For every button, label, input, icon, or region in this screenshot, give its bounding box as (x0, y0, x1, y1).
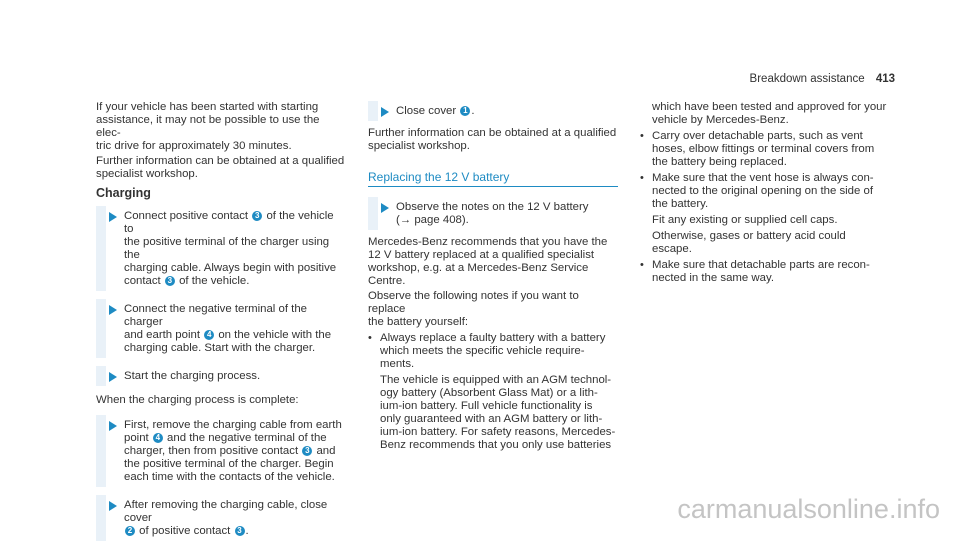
info-paragraph-2: Further information can be obtained at a qualified specialist workshop. (368, 127, 617, 152)
recommendation-paragraph: Mercedes-Benz recommends that you have the 12 V battery replaced at a qualified specialist workshop, e.g. at a Mercedes-Benz Service Centre. (368, 236, 608, 287)
callout-2: 2 (125, 526, 135, 536)
watermark: carmanualsonline.info (677, 494, 940, 524)
step-close-cover: After removing the charging cable, close cover 2 of positive contact 3 . (96, 495, 346, 541)
step-arrow-icon (381, 107, 389, 117)
column-3 (640, 101, 900, 285)
callout-3: 3 (252, 211, 262, 221)
step-remove-cable: First, remove the charging cable from earth point 4 and the negative terminal of the charger, then from positive contact 3 and the positive terminal of the charger. Begin each time with the contacts of the vehicle. (96, 415, 346, 487)
column-1 (96, 101, 346, 541)
charging-heading: Charging (96, 186, 151, 200)
step-connect-positive: Connect positive contact 3 of the vehicle to the positive terminal of the charger using the charging cable. Always begin with positive contact 3 of the vehicle. (96, 206, 346, 291)
section-title: Breakdown assistance (749, 73, 865, 85)
agm-note-continued: which have been tested and approved for your vehicle by Mercedes-Benz. (652, 101, 887, 126)
intro-paragraph: If your vehicle has been started with starting assistance, it may not be possible to use the elec- tric drive for approximately 30 minutes. (96, 101, 320, 152)
page-number: 413 (875, 73, 895, 85)
notes-intro: Observe the following notes if you want to replace the battery yourself: (368, 290, 579, 328)
step-connect-negative: Connect the negative terminal of the charger and earth point 4 on the vehicle with the charging cable. Start with the charger. (96, 299, 346, 358)
section-heading: Replacing the 12 V battery (368, 171, 618, 187)
step-close-cover-1: Close cover 1 . (368, 101, 618, 121)
callout-4: 4 (153, 433, 163, 443)
step-arrow-icon (109, 421, 117, 431)
column-2 (368, 101, 618, 452)
gases-warning: Otherwise, gases or battery acid could escape. (652, 230, 846, 255)
bullet-icon: • (640, 130, 644, 142)
bullet-icon: • (368, 332, 372, 344)
cell-caps-note: Fit any existing or supplied cell caps. (652, 214, 838, 226)
bullet-carry-over: • Carry over detachable parts, such as vent hoses, elbow fittings or terminal covers from the battery being replaced. (640, 130, 875, 168)
step-start-charging: Start the charging process. (96, 366, 346, 386)
agm-note: The vehicle is equipped with an AGM technol- ogy battery (Absorbent Glass Mat) or a lith- ium-ion battery. Full vehicle functionality is only guaranteed with an AGM battery or lith- ium-ion battery. For safety reasons, Mercedes- Benz recommends that you only use batteries (380, 374, 616, 451)
page-header (750, 73, 895, 85)
callout-3: 3 (165, 276, 175, 286)
step-arrow-icon (381, 203, 389, 213)
step-arrow-icon (109, 501, 117, 511)
page-reference-link[interactable]: (→ page 408). (396, 214, 469, 226)
info-paragraph: Further information can be obtained at a qualified specialist workshop. (96, 155, 345, 180)
callout-4: 4 (204, 330, 214, 340)
bullet-replace-faulty: • Always replace a faulty battery with a battery which meets the specific vehicle require- ments. (368, 332, 606, 370)
step-observe-notes: Observe the notes on the 12 V battery (→ page 408). (368, 197, 618, 230)
step-arrow-icon (109, 212, 117, 222)
bullet-reconnect: • Make sure that detachable parts are recon- nected in the same way. (640, 259, 870, 284)
callout-1: 1 (460, 106, 470, 116)
bullet-icon: • (640, 259, 644, 271)
step-arrow-icon (109, 372, 117, 382)
completion-text: When the charging process is complete: (96, 394, 299, 406)
step-arrow-icon (109, 305, 117, 315)
callout-3: 3 (302, 446, 312, 456)
bullet-icon: • (640, 172, 644, 184)
bullet-vent-hose: • Make sure that the vent hose is always con- nected to the original opening on the side of the battery. (640, 172, 874, 210)
callout-3: 3 (235, 526, 245, 536)
